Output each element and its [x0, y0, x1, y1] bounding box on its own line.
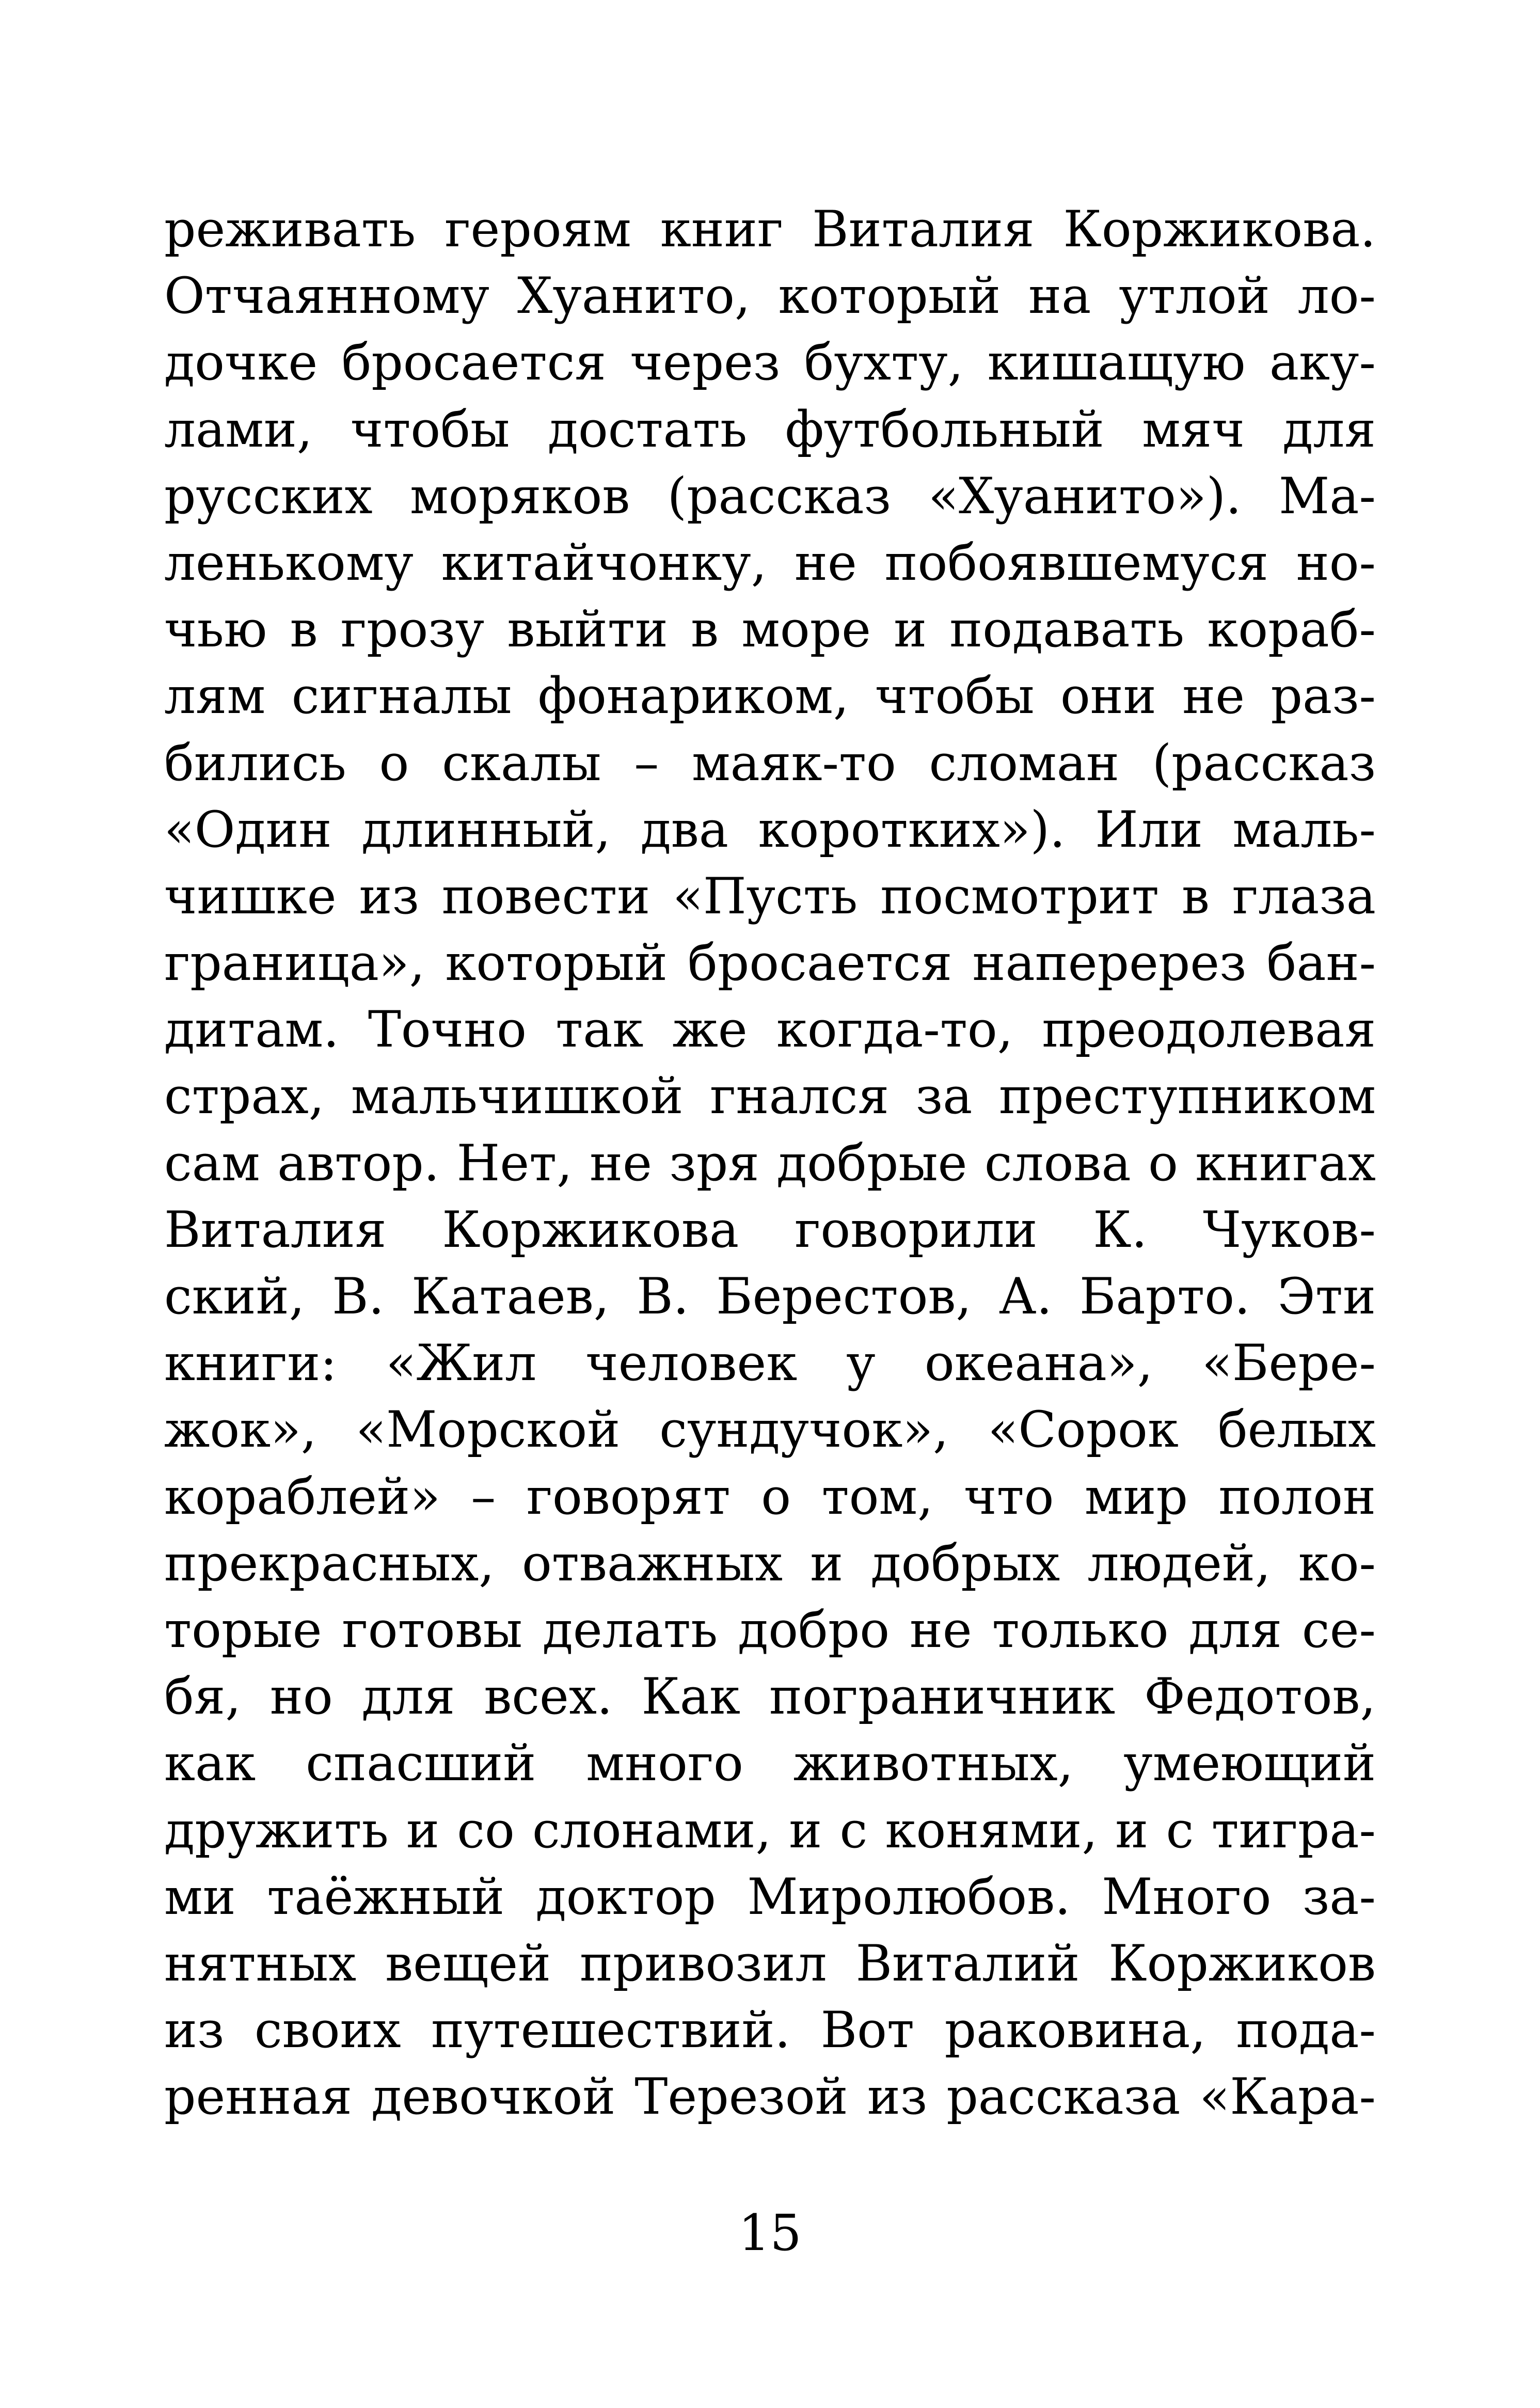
word: гнался — [710, 1067, 890, 1126]
text-line — [164, 463, 1376, 530]
word: что — [964, 1467, 1054, 1526]
word: умеющий — [1123, 1734, 1376, 1793]
word: с — [1166, 1801, 1194, 1859]
word: дитам. — [164, 1001, 339, 1059]
word: Коржиков — [1108, 1934, 1376, 1992]
text-line — [164, 329, 1376, 396]
word: русских — [164, 467, 373, 525]
word: Как — [641, 1668, 740, 1726]
word: о — [761, 1467, 791, 1526]
text-line — [164, 797, 1376, 863]
word: полон — [1218, 1467, 1376, 1526]
text-line — [164, 1130, 1376, 1197]
word: «Бере- — [1202, 1334, 1376, 1392]
word: добрых — [870, 1534, 1060, 1592]
word: и — [789, 1801, 822, 1859]
word: (рассказ — [1152, 734, 1376, 792]
word: чишке — [164, 867, 337, 925]
text-line — [164, 1664, 1376, 1730]
word: Катаев, — [411, 1268, 610, 1325]
word: страх, — [164, 1067, 325, 1126]
word: утлой — [1119, 267, 1270, 325]
text-line — [164, 1464, 1376, 1530]
word: ко- — [1298, 1534, 1376, 1592]
word: «Морской — [356, 1401, 621, 1459]
word: сундучок», — [659, 1401, 949, 1459]
word: торые — [164, 1601, 322, 1659]
word: бились — [164, 734, 346, 792]
word: нятных — [164, 1934, 357, 1992]
word: и — [894, 600, 927, 659]
word: тигра- — [1211, 1801, 1376, 1859]
word: кишащую — [987, 334, 1246, 392]
word: когда-то, — [776, 1001, 1013, 1059]
word: делать — [542, 1601, 718, 1659]
word: со — [457, 1801, 515, 1859]
word: чью — [164, 600, 267, 659]
word: Коржикова — [442, 1200, 739, 1259]
word: не — [909, 1601, 972, 1659]
text-line — [164, 1330, 1376, 1397]
word: маяк-то — [691, 734, 896, 792]
word: дружить — [164, 1801, 389, 1859]
word: из — [359, 867, 419, 925]
word: путешествий. — [431, 2001, 791, 2060]
word: книги: — [164, 1334, 337, 1392]
word: с — [839, 1801, 868, 1859]
word: так — [555, 1001, 644, 1059]
text-line — [164, 863, 1376, 930]
word: Берестов, — [716, 1268, 972, 1325]
word: дочке — [164, 334, 318, 392]
word: Эти — [1277, 1268, 1376, 1325]
word: «Пусть — [673, 867, 858, 925]
word: побоявшемуся — [884, 533, 1269, 592]
word: за- — [1302, 1867, 1376, 1926]
word: Вот — [820, 2001, 915, 2060]
text-line — [164, 1930, 1376, 1997]
word: девочкой — [371, 2068, 616, 2126]
word: маль- — [1232, 800, 1376, 859]
word: же — [672, 1001, 748, 1059]
text-line — [164, 1730, 1376, 1797]
word: футбольный — [785, 400, 1104, 458]
word: рассказа — [946, 2068, 1181, 2126]
word: прекрасных, — [164, 1534, 495, 1592]
word: но — [269, 1668, 333, 1726]
word: реживать — [164, 200, 416, 258]
word: Или — [1095, 800, 1203, 859]
word: пода- — [1236, 2001, 1376, 2060]
text-line — [164, 1597, 1376, 1664]
word: длинный, — [361, 800, 611, 859]
word: се- — [1301, 1601, 1376, 1659]
word: добрые — [776, 1134, 967, 1192]
word: отважных — [522, 1534, 783, 1592]
word: лям — [164, 667, 266, 725]
word: сам — [164, 1134, 260, 1192]
word: из — [867, 2068, 928, 2126]
word: всех. — [484, 1668, 613, 1726]
word: Много — [1102, 1867, 1272, 1926]
word: людей, — [1087, 1534, 1271, 1592]
word: только — [992, 1601, 1169, 1659]
word: глаза — [1232, 867, 1376, 925]
body-text — [164, 196, 1376, 2130]
word: Виталий — [855, 1934, 1080, 1992]
word: ренная — [164, 2068, 353, 2126]
word: много — [586, 1734, 743, 1793]
word: Терезой — [634, 2068, 848, 2126]
word: в — [690, 600, 719, 659]
word: Нет, — [456, 1134, 573, 1192]
word: преступником — [998, 1067, 1376, 1126]
text-line — [164, 1397, 1376, 1463]
word: бросается — [688, 934, 952, 992]
word: книг — [660, 200, 784, 258]
word: наперерез — [972, 934, 1247, 992]
word: о — [379, 734, 409, 792]
word: пограничник — [769, 1668, 1116, 1726]
word: лами, — [164, 400, 313, 458]
word: раковина, — [944, 2001, 1206, 2060]
word: ленькому — [164, 533, 414, 592]
text-line — [164, 1997, 1376, 2064]
text-line — [164, 397, 1376, 463]
word: на — [1028, 267, 1091, 325]
word: слонами, — [532, 1801, 771, 1859]
word: Миролюбов. — [747, 1867, 1071, 1926]
word: Отчаянному — [164, 267, 489, 325]
word: готовы — [342, 1601, 522, 1659]
word: скалы — [442, 734, 601, 792]
word: два — [640, 800, 728, 859]
word: выйти — [507, 600, 668, 659]
word: слова — [984, 1134, 1131, 1192]
word: для — [1282, 400, 1376, 458]
text-line — [164, 596, 1376, 663]
word: А. — [998, 1268, 1052, 1325]
word: Точно — [368, 1001, 527, 1059]
text-line — [164, 263, 1376, 329]
word: в — [290, 600, 318, 659]
word: жок», — [164, 1401, 317, 1459]
text-line — [164, 1797, 1376, 1864]
word: «Сорок — [988, 1401, 1179, 1459]
word: но- — [1296, 533, 1376, 592]
text-line — [164, 1864, 1376, 1930]
word: животных, — [793, 1734, 1074, 1793]
word: достать — [547, 400, 748, 458]
word: Барто. — [1079, 1268, 1250, 1325]
word: граница», — [164, 934, 425, 992]
word: раз- — [1271, 667, 1376, 725]
word: белых — [1217, 1401, 1376, 1459]
word: коротких»). — [758, 800, 1066, 859]
word: зря — [669, 1134, 759, 1192]
word: который — [445, 934, 668, 992]
word: кораб- — [1207, 600, 1376, 659]
word: и — [810, 1534, 844, 1592]
word: преодолевая — [1042, 1001, 1376, 1059]
word: добро — [738, 1601, 890, 1659]
word: моряков — [409, 467, 630, 525]
word: о — [1148, 1134, 1178, 1192]
word: «Один — [164, 800, 332, 859]
word: Федотов, — [1144, 1668, 1376, 1726]
word: говорят — [526, 1467, 731, 1526]
word: героям — [444, 200, 631, 258]
word: за — [915, 1067, 973, 1126]
word: говорили — [795, 1200, 1038, 1259]
word: Хуанито, — [517, 267, 751, 325]
text-line — [164, 996, 1376, 1063]
word: ми — [164, 1867, 236, 1926]
word: не — [1182, 667, 1245, 725]
word: конями, — [885, 1801, 1098, 1859]
word: «Хуанито»). — [928, 467, 1242, 525]
word: Виталия — [164, 1200, 387, 1259]
word: из — [164, 2001, 225, 2060]
word: посмотрит — [880, 867, 1159, 925]
word: кораблей» — [164, 1467, 440, 1526]
word: Виталия — [812, 200, 1035, 258]
word: бухту, — [804, 334, 964, 392]
word: мир — [1084, 1467, 1188, 1526]
word: «Кара- — [1199, 2068, 1376, 2126]
word: В. — [332, 1268, 385, 1325]
word: повести — [441, 867, 650, 925]
word: и — [406, 1801, 439, 1859]
word: Ма- — [1279, 467, 1376, 525]
word: доктор — [535, 1867, 716, 1926]
text-line — [164, 1197, 1376, 1263]
word: том, — [821, 1467, 933, 1526]
text-line — [164, 530, 1376, 596]
word: китайчонку, — [441, 533, 767, 592]
word: подавать — [949, 600, 1185, 659]
word: своих — [254, 2001, 401, 2060]
text-line — [164, 663, 1376, 730]
word: бан- — [1266, 934, 1376, 992]
word: (рассказ — [667, 467, 891, 525]
word: сломан — [929, 734, 1119, 792]
word: К. — [1093, 1200, 1148, 1259]
word: таёжный — [267, 1867, 505, 1926]
word: спасший — [306, 1734, 536, 1793]
text-line — [164, 1063, 1376, 1130]
word: книгах — [1195, 1134, 1376, 1192]
word: мальчишкой — [351, 1067, 684, 1126]
word: как — [164, 1734, 256, 1793]
text-line — [164, 930, 1376, 996]
word: ский, — [164, 1268, 305, 1325]
word: чтобы — [875, 667, 1035, 725]
page-number: 15 — [738, 2204, 802, 2262]
word: аку- — [1269, 334, 1376, 392]
text-line — [164, 1263, 1376, 1330]
word: не — [590, 1134, 652, 1192]
text-line — [164, 196, 1376, 263]
word: привозил — [579, 1934, 827, 1992]
word: и — [1115, 1801, 1149, 1859]
word: для — [1188, 1601, 1282, 1659]
word: чтобы — [350, 400, 510, 458]
word: Коржикова. — [1063, 200, 1376, 258]
word: бя, — [164, 1668, 241, 1726]
word: В. — [637, 1268, 689, 1325]
word: море — [741, 600, 871, 659]
word: они — [1060, 667, 1156, 725]
word: ло- — [1297, 267, 1376, 325]
word: Чуков- — [1202, 1200, 1376, 1259]
word: мяч — [1142, 400, 1245, 458]
word: – — [634, 734, 659, 792]
word: который — [778, 267, 1001, 325]
text-line — [164, 730, 1376, 797]
word: бросается — [341, 334, 606, 392]
word: вещей — [385, 1934, 551, 1992]
word: автор. — [277, 1134, 440, 1192]
word: сигналы — [291, 667, 512, 725]
word: для — [361, 1668, 455, 1726]
word: «Жил — [386, 1334, 537, 1392]
text-line — [164, 1530, 1376, 1597]
word: через — [630, 334, 781, 392]
word: фонариком, — [537, 667, 849, 725]
word: не — [795, 533, 857, 592]
word: у — [846, 1334, 876, 1392]
word: в — [1181, 867, 1210, 925]
word: грозу — [340, 600, 485, 659]
word: человек — [585, 1334, 798, 1392]
text-line — [164, 2064, 1376, 2130]
word: океана», — [924, 1334, 1153, 1392]
word: – — [471, 1467, 496, 1526]
